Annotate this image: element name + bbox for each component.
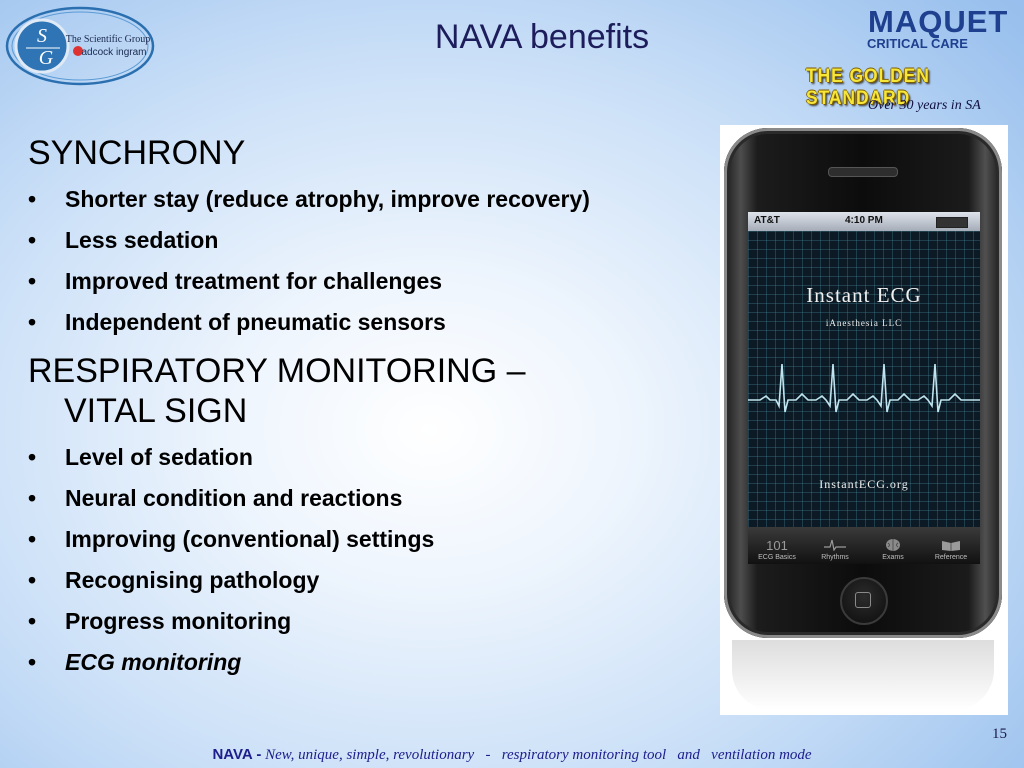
footer <box>0 746 1024 764</box>
bullet-icon: • <box>28 227 37 253</box>
tab-label: Reference <box>934 554 968 561</box>
footer-brand: NAVA - <box>212 746 262 763</box>
bullet-icon: • <box>28 186 37 212</box>
sg-monogram-s: S <box>37 25 47 47</box>
phone-reflection <box>732 640 994 710</box>
maquet-logo: MAQUET <box>868 4 1009 39</box>
bullet-list <box>28 437 728 683</box>
list-item <box>28 642 728 683</box>
list-item-text: Improved treatment for challenges <box>65 268 443 294</box>
bullet-icon: • <box>28 567 37 593</box>
tab-rhythms[interactable] <box>806 527 864 564</box>
tab-label: ECG Basics <box>758 554 796 561</box>
list-item-text: Shorter stay (reduce atrophy, improve recovery) <box>65 186 590 212</box>
list-item <box>28 601 728 642</box>
list-item-text: Independent of pneumatic sensors <box>65 309 446 335</box>
battery-icon <box>936 217 968 228</box>
golden-standard-banner: THE GOLDEN STANDARD <box>806 66 930 109</box>
sg-line1: The Scientific Group <box>65 34 151 45</box>
benefits-content <box>28 133 728 687</box>
list-item <box>28 519 728 560</box>
sg-monogram-g: G <box>38 47 54 69</box>
list-item <box>28 560 728 601</box>
tab-exams[interactable] <box>864 527 922 564</box>
clock-label: 4:10 PM <box>845 215 883 226</box>
app-title: Instant ECG <box>806 283 922 307</box>
bullet-list <box>28 179 728 343</box>
section-heading-text: RESPIRATORY MONITORING – <box>28 352 526 390</box>
list-item <box>28 261 728 302</box>
phone-speaker <box>828 167 898 177</box>
list-item-text: Level of sedation <box>65 444 253 470</box>
bullet-icon: • <box>28 485 37 511</box>
carrier-label: AT&T <box>754 215 780 226</box>
list-item <box>28 478 728 519</box>
tab-label: Exams <box>882 554 904 561</box>
bullet-icon: • <box>28 444 37 470</box>
years-tagline: Over 30 years in SA <box>868 98 981 113</box>
tab-reference[interactable] <box>922 527 980 564</box>
list-item <box>28 437 728 478</box>
section-heading-continuation: VITAL SIGN <box>64 392 248 430</box>
footer-tagline: New, unique, simple, revolutionary - respiratory monitoring tool and ventilation mode <box>261 747 812 763</box>
book-icon <box>941 536 961 554</box>
bullet-icon: • <box>28 608 37 634</box>
bullet-icon: • <box>28 268 37 294</box>
list-item-text: Neural condition and reactions <box>65 485 403 511</box>
page-number: 15 <box>992 726 1007 742</box>
list-item <box>28 302 728 343</box>
phone-status-bar <box>748 212 980 231</box>
section-respiratory-monitoring <box>28 351 728 683</box>
section-synchrony <box>28 133 728 343</box>
sg-line2: adcock ingram <box>81 47 147 58</box>
bullet-icon: • <box>28 526 37 552</box>
rhythm-icon <box>824 536 846 554</box>
maquet-subtitle: CRITICAL CARE <box>867 36 968 51</box>
app-company: iAnesthesia LLC <box>825 318 903 328</box>
tab-ecg-basics[interactable] <box>748 527 806 564</box>
list-item <box>28 220 728 261</box>
ecg-waveform <box>748 360 980 430</box>
app-tab-bar <box>748 527 980 564</box>
tab-label: Rhythms <box>821 554 849 561</box>
section-heading-text: SYNCHRONY <box>28 134 246 172</box>
list-item-text: ECG monitoring <box>65 649 242 675</box>
list-item-text: Recognising pathology <box>65 567 320 593</box>
bullet-icon: • <box>28 649 37 675</box>
home-square-icon <box>855 592 871 608</box>
list-item-text: Improving (conventional) settings <box>65 526 435 552</box>
list-item-text: Progress monitoring <box>65 608 292 634</box>
bullet-icon: • <box>28 309 37 335</box>
section-heading <box>28 133 728 173</box>
brain-icon <box>885 536 901 554</box>
slide-title: NAVA benefits <box>434 18 650 56</box>
app-website: InstantECG.org <box>819 477 909 491</box>
list-item-text: Less sedation <box>65 227 219 253</box>
section-heading <box>28 351 728 431</box>
ecg-basics-icon: 101 <box>766 537 788 553</box>
list-item <box>28 179 728 220</box>
